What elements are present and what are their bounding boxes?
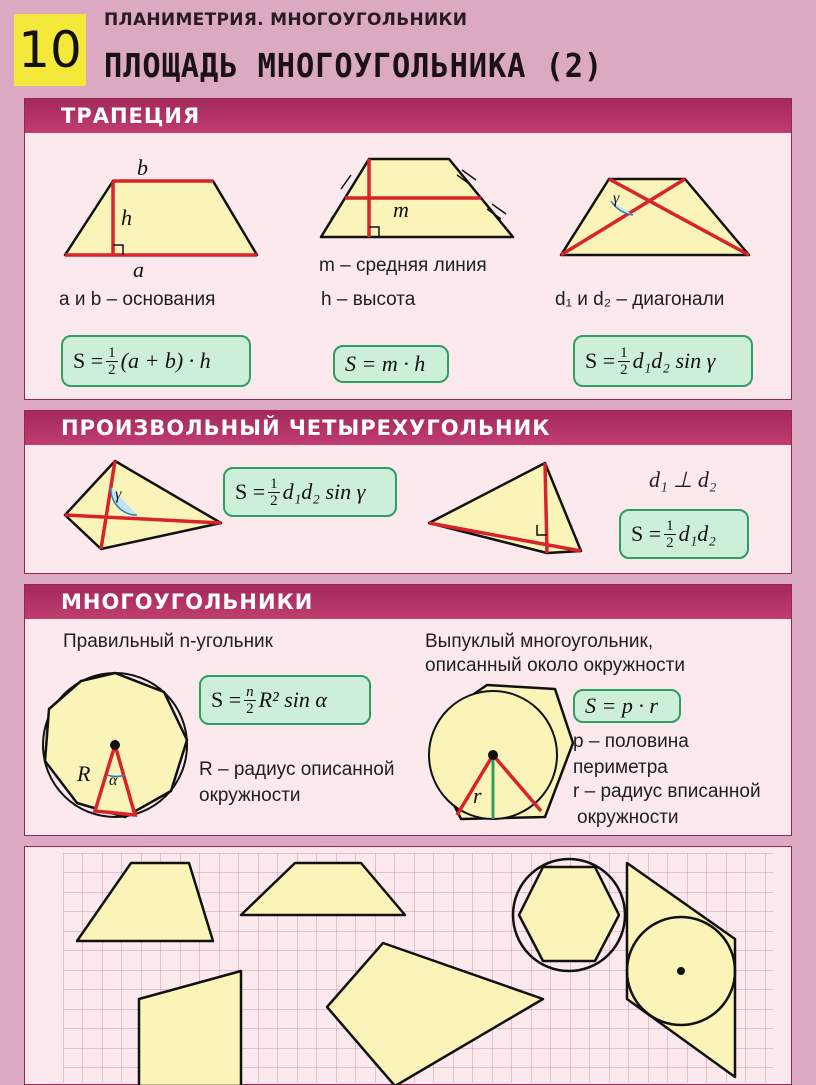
convex-polygon-label-1: Выпуклый многоугольник, bbox=[425, 631, 654, 652]
quad-heading: ПРОИЗВОЛЬНЫЙ ЧЕТЫРЕХУГОЛЬНИК bbox=[25, 411, 791, 445]
section-number-badge bbox=[14, 14, 86, 86]
convex-label-r: r bbox=[473, 783, 482, 808]
trap-desc-midline: m – средняя линия bbox=[319, 255, 487, 276]
trap-formula-3: S = $\frac{1}{2}$ d₁d₂ sin γ bbox=[573, 335, 753, 387]
polygons-panel bbox=[24, 584, 792, 836]
polygons-heading: МНОГОУГОЛЬНИКИ bbox=[25, 585, 791, 619]
page-title: ПЛОЩАДЬ МНОГОУГОЛЬНИКА (2) bbox=[104, 46, 604, 85]
regular-desc-2: окружности bbox=[199, 785, 301, 806]
quad-formula-2: S = $\frac{1}{2}$ d₁d₂ bbox=[619, 509, 749, 559]
grid-figures bbox=[25, 847, 793, 1085]
trap-label-h: h bbox=[121, 205, 132, 230]
trap-formula-2: S = m · h bbox=[333, 345, 449, 383]
grid-panel bbox=[24, 846, 792, 1085]
trapezoid-panel bbox=[24, 98, 792, 400]
quad-label-gamma: γ bbox=[115, 486, 122, 503]
trap-desc-diagonals: d₁ и d₂ – диагонали bbox=[555, 289, 725, 310]
trap-label-m: m bbox=[393, 197, 409, 222]
trap-formula-1: S = $\frac{1}{2}$ (a + b) · h bbox=[61, 335, 251, 387]
quad-perp-label: d₁ ⊥ d₂ bbox=[649, 467, 717, 492]
convex-polygon-label-2: описанный около окружности bbox=[425, 655, 685, 676]
convex-desc-2: периметра bbox=[573, 757, 668, 778]
convex-formula: S = p · r bbox=[573, 689, 681, 723]
section-number: 10 bbox=[18, 21, 82, 79]
quad-formula-1: S = $\frac{1}{2}$ d₁d₂ sin γ bbox=[223, 467, 397, 517]
trap-label-a: a bbox=[133, 257, 144, 282]
convex-desc-3: r – радиус вписанной bbox=[573, 781, 761, 802]
page-supertitle: ПЛАНИМЕТРИЯ. МНОГОУГОЛЬНИКИ bbox=[104, 10, 468, 30]
regular-desc-1: R – радиус описанной bbox=[199, 759, 395, 780]
regular-polygon-label: Правильный n-угольник bbox=[63, 631, 273, 652]
convex-desc-1: p – половина bbox=[573, 731, 689, 752]
regular-label-alpha: α bbox=[109, 772, 118, 789]
trap-desc-bases: a и b – основания bbox=[59, 289, 216, 310]
trap-label-gamma: γ bbox=[613, 190, 620, 207]
regular-formula: S = $\frac{n}{2}$ R² sin α bbox=[199, 675, 371, 725]
trap-label-b: b bbox=[137, 155, 148, 180]
quad-panel bbox=[24, 410, 792, 574]
regular-label-R: R bbox=[77, 761, 91, 786]
trap-desc-height: h – высота bbox=[321, 289, 416, 310]
convex-desc-4: окружности bbox=[577, 807, 679, 828]
trapezoid-heading: ТРАПЕЦИЯ bbox=[25, 99, 791, 133]
